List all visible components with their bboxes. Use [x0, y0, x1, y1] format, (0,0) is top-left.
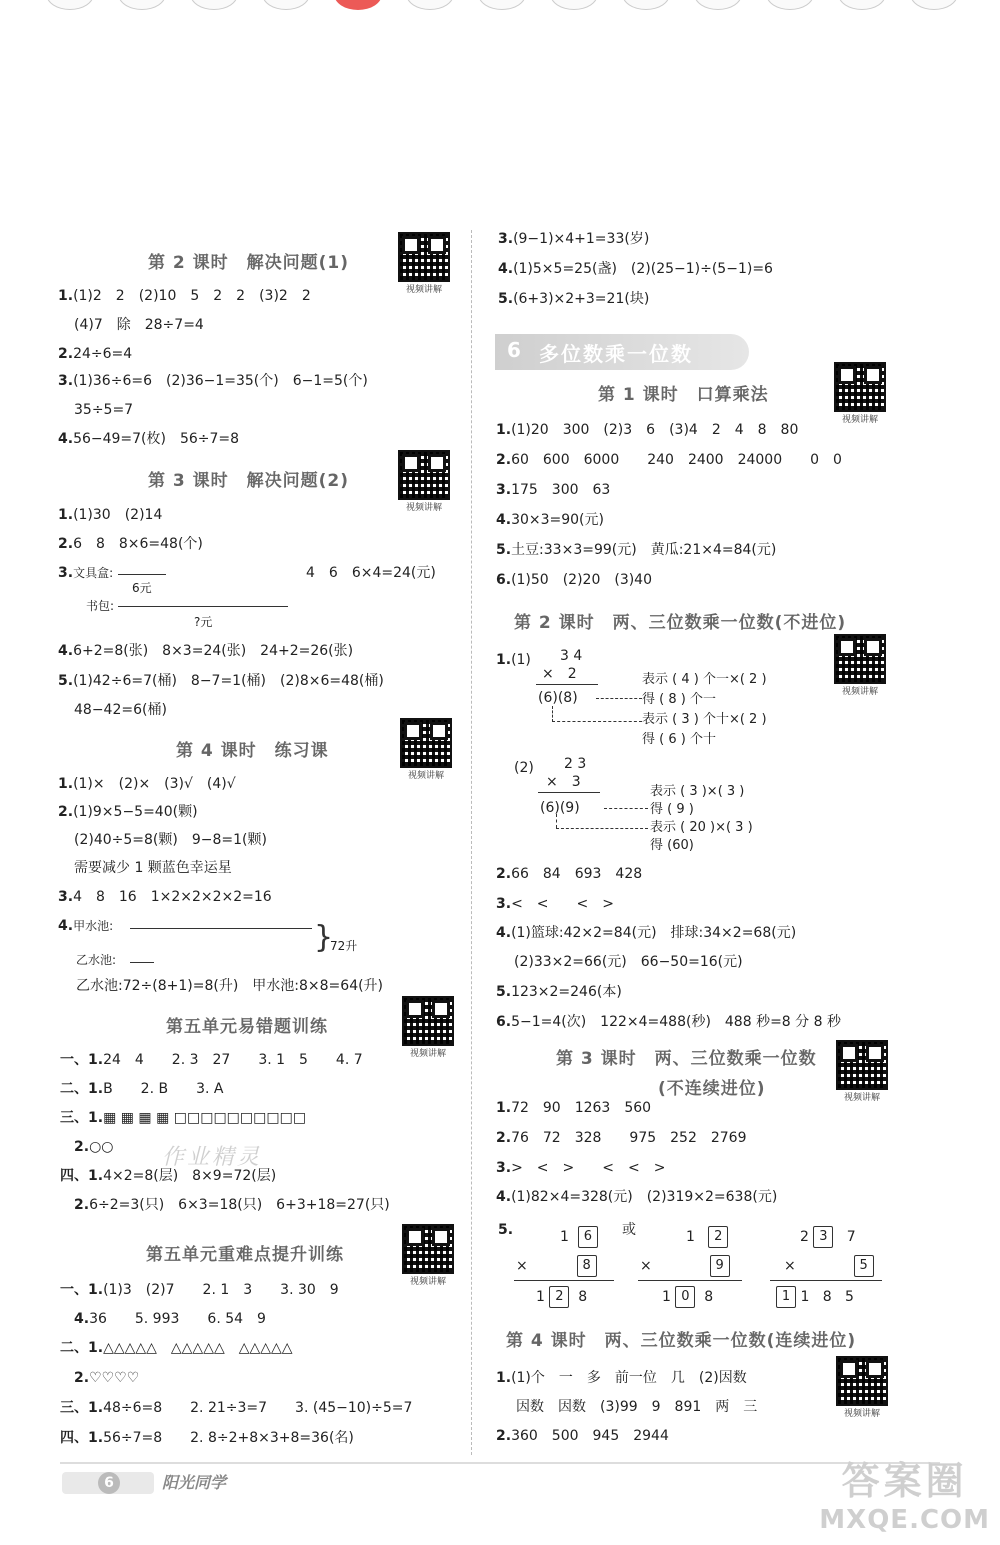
answer-text: ○○ [89, 1139, 114, 1155]
question-number: 2. [496, 452, 512, 468]
answer-line [60, 1195, 390, 1215]
question-number: 3. [58, 373, 74, 389]
section-heading: 第五单元易错题训练 [166, 1017, 328, 1037]
answer-text: 66 84 693 428 [511, 866, 643, 882]
qr-code-icon [402, 1224, 454, 1274]
tab[interactable] [694, 0, 742, 10]
question-number: 4. [496, 925, 512, 941]
answer-line [60, 1108, 306, 1128]
price-pencil-box: 6元 [132, 581, 152, 595]
question-number: 1. [496, 422, 512, 438]
question-number: 2. [496, 866, 512, 882]
question-3-diagram [58, 563, 113, 583]
product: (6)(9) [540, 800, 580, 816]
answer-line [496, 894, 614, 914]
answer-line [58, 429, 239, 449]
question-number: 1. [58, 776, 74, 792]
answer-text: (1)82×4=328(元) (2)319×2=638(元) [511, 1189, 778, 1205]
tab[interactable] [262, 0, 310, 10]
answer-line [74, 400, 133, 420]
qr-code-icon [400, 718, 452, 768]
tab[interactable] [46, 0, 94, 10]
answer-text: (1)× (2)× (3)√ (4)√ [73, 776, 236, 792]
answer-text: 因数 因数 (3)99 9 891 两 三 [516, 1399, 758, 1415]
answer-line [74, 315, 204, 335]
question-number-text: 5. [498, 1222, 514, 1238]
leader-line [552, 706, 553, 722]
question-number: 1. [58, 507, 74, 523]
brace: } [314, 920, 334, 955]
answer-line [60, 1309, 266, 1329]
qr-code-icon [398, 450, 450, 500]
question-number: 4. [496, 1189, 512, 1205]
qr-code[interactable] [836, 1040, 888, 1102]
tab-active[interactable] [334, 0, 382, 10]
answer-text: (1)30 (2)14 [73, 507, 163, 523]
answer-text: (2)33×2=66(元) 66−50=16(元) [514, 954, 743, 970]
question-number: 3. [58, 889, 74, 905]
section-heading: 第 2 课时 解决问题(1) [148, 253, 350, 273]
mult-3-mul: × 5 [784, 1255, 874, 1277]
question-number: 3. [58, 565, 74, 581]
question-number: 2. [58, 804, 74, 820]
brand-logo: 阳光同学 [162, 1473, 227, 1492]
question-number: 5. [496, 542, 512, 558]
answer-text: 6+2=8(张) 8×3=24(张) 24+2=26(张) [73, 643, 354, 659]
tab[interactable] [190, 0, 238, 10]
result-line [538, 792, 600, 793]
question-number: 三、1. [60, 1400, 104, 1416]
question-number: 3. [496, 482, 512, 498]
answer-text: 4 6 6×4=24(元) [306, 565, 436, 581]
result-line [514, 1280, 614, 1281]
leader-line [556, 828, 648, 829]
digit: 8 [822, 1289, 832, 1305]
price-schoolbag: ?元 [194, 615, 213, 629]
digit-box: 8 [577, 1255, 597, 1277]
digit: 1 [662, 1289, 671, 1305]
answer-text: 36 5. 993 6. 54 9 [89, 1311, 266, 1327]
answer-line [58, 887, 272, 907]
answer-line [496, 923, 796, 943]
leader-line [604, 808, 648, 809]
answer-line [496, 864, 642, 884]
answer-line [60, 1050, 363, 1070]
question-number: 2. [60, 1370, 90, 1386]
label-schoolbag: 书包: [86, 599, 115, 613]
answer-line [498, 259, 773, 279]
digit-box: 2 [708, 1226, 728, 1248]
page-number: 6 [98, 1472, 120, 1494]
question-number: 二、1. [60, 1340, 104, 1356]
question-number: 4. [496, 512, 512, 528]
digit: 1 [536, 1289, 545, 1305]
mult-1-top [560, 1226, 598, 1248]
question-number: 一、1. [60, 1052, 104, 1068]
digit-box: 1 [776, 1286, 796, 1308]
qr-code[interactable] [398, 450, 450, 512]
qr-code-icon [836, 1040, 888, 1090]
mult-1-result [536, 1286, 587, 1308]
answer-line [496, 1012, 841, 1032]
sub-question-tag: (1) [511, 652, 531, 668]
qr-caption: 视频讲解 [405, 503, 442, 513]
question-number: 2. [60, 1197, 90, 1213]
question-number: 四、1. [60, 1430, 104, 1446]
tab[interactable] [550, 0, 598, 10]
explanation: 表示 ( 3 ) 个十×( 2 ) [642, 712, 767, 727]
label-pool-a: 甲水池: [73, 919, 114, 933]
question-number: 5. [58, 673, 74, 689]
answer-text: (4)7 除 28÷7=4 [74, 317, 204, 333]
answer-text: 123×2=246(本) [511, 984, 622, 1000]
mult-2-mul: × 9 [640, 1255, 730, 1277]
answer-line [498, 229, 649, 249]
segment-pool-a [130, 928, 312, 929]
answer-line [496, 982, 622, 1002]
mult-2-top [686, 1226, 728, 1248]
result-line [536, 684, 598, 685]
question-number [496, 650, 531, 670]
question-number: 一、1. [60, 1282, 104, 1298]
digit-box: 5 [854, 1255, 874, 1277]
page-number-badge [62, 1472, 154, 1494]
leader-line [552, 721, 642, 722]
answer-text: 24 4 2. 3 27 3. 1 5 4. 7 [103, 1052, 363, 1068]
answer-line [60, 1166, 276, 1186]
question-number: 3. [498, 231, 514, 247]
digit-box: 2 [549, 1286, 569, 1308]
answer-line [496, 540, 776, 560]
answer-text: (1)36÷6=6 (2)36−1=35(个) 6−1=5(个) [73, 373, 368, 389]
question-number: 4. [58, 643, 74, 659]
answer-text: (1)3 (2)7 2. 1 3 3. 30 9 [103, 1282, 339, 1298]
tab[interactable] [118, 0, 166, 10]
question-number: 6. [496, 572, 512, 588]
answer-line [60, 1398, 412, 1418]
question-number: 三、1. [60, 1110, 104, 1126]
qr-code-icon [398, 232, 450, 282]
answer-line [58, 344, 132, 364]
mult-3-result [776, 1286, 854, 1308]
question-number: 5. [496, 984, 512, 1000]
answer-text: > < > < < > [511, 1160, 666, 1176]
answer-line [60, 1338, 293, 1358]
qr-code[interactable] [398, 232, 450, 294]
digit: 7 [846, 1229, 856, 1245]
question-number: 2. [58, 536, 74, 552]
answer-text: (6+3)×2+3=21(块) [513, 291, 650, 307]
question-number: 3. [496, 1160, 512, 1176]
answer-line [58, 774, 236, 794]
qr-code[interactable] [834, 362, 886, 424]
digit-box: 3 [813, 1226, 833, 1248]
answer-line [60, 1079, 223, 1099]
answer-text: 6 8 8×6=48(个) [73, 536, 203, 552]
answer-line [60, 1137, 114, 1157]
answer-text: 乙水池:72÷(8+1)=8(升) 甲水池:8×8=64(升) [76, 978, 384, 994]
answer-text: (1)5×5=25(盏) (2)(25−1)÷(5−1)=6 [513, 261, 773, 277]
unit-number: 6 [507, 338, 523, 362]
digit: 1 [560, 1229, 569, 1245]
answer-line [60, 1280, 339, 1300]
answer-line [496, 510, 604, 530]
question-number: 4. [60, 1311, 90, 1327]
multiplier: × 3 [546, 774, 581, 790]
question-number: 1. [496, 1100, 512, 1116]
question-number: 2. [496, 1130, 512, 1146]
qr-code-icon [402, 996, 454, 1046]
question-number: 2. [60, 1139, 90, 1155]
answer-line [74, 830, 267, 850]
section-heading: 第 3 课时 两、三位数乘一位数 [556, 1049, 817, 1069]
answer-text: 35÷5=7 [74, 402, 134, 418]
answer-text: 72 90 1263 560 [511, 1100, 652, 1116]
multiplicand: 2 3 [564, 756, 587, 772]
explanation: 表示 ( 4 ) 个一×( 2 ) [642, 672, 767, 687]
answer-text: (9−1)×4+1=33(岁) [513, 231, 650, 247]
digit-box: 6 [578, 1226, 598, 1248]
section-heading-continued: (不连续进位) [658, 1079, 766, 1099]
answer-text: (2)40÷5=8(颗) 9−8=1(颗) [74, 832, 267, 848]
explanation: 得 ( 8 ) 个一 [642, 692, 716, 707]
answer-text: 4×2=8(层) 8×9=72(层) [103, 1168, 277, 1184]
answer-line [496, 1158, 665, 1178]
answer-text: △△△△△ △△△△△ △△△△△ [103, 1340, 293, 1356]
unit-banner [495, 334, 749, 370]
browser-tab-strip [0, 0, 1000, 10]
footer-rule [60, 1462, 940, 1464]
answer-text: 56÷7=8 2. 8÷2+8×3+8=36(名) [103, 1430, 354, 1446]
answer-line [496, 1368, 747, 1388]
question-number-text: 1. [496, 652, 512, 668]
answer-text: (1)篮球:42×2=84(元) 排球:34×2=68(元) [511, 925, 797, 941]
site-watermark [819, 1450, 990, 1535]
answer-text: 需要减少 1 颗蓝色幸运星 [74, 860, 232, 876]
digit: 8 [704, 1289, 714, 1305]
watermark-title: 答案圈 [841, 1459, 968, 1503]
digit-box: 0 [675, 1286, 695, 1308]
explanation: 表示 ( 20 )×( 3 ) [650, 820, 753, 835]
answer-text: 土豆:33×3=99(元) 黄瓜:21×4=84(元) [511, 542, 777, 558]
question-number: 6. [496, 1014, 512, 1030]
qr-code-icon [836, 1356, 888, 1406]
question-number: 3. [496, 896, 512, 912]
answer-text: 24÷6=4 [73, 346, 133, 362]
sub-question-tag: (2) [514, 760, 534, 776]
question-number: 2. [58, 346, 74, 362]
answer-text: 48÷6=8 2. 21÷3=7 3. (45−10)÷5=7 [103, 1400, 413, 1416]
label-pool-b: 乙水池: [76, 953, 117, 967]
mult-1-mul: × 8 [516, 1255, 597, 1277]
answer-line [58, 505, 162, 525]
qr-caption: 视频讲解 [843, 1409, 880, 1419]
section-heading: 第 4 课时 两、三位数乘一位数(连续进位) [506, 1331, 857, 1351]
tab[interactable] [478, 0, 526, 10]
qr-code-icon [834, 362, 886, 412]
answer-text: 60 600 6000 240 2400 24000 0 0 [511, 452, 842, 468]
answer-text: ▦ ▦ ▦ ▦ □□□□□□□□□□ [103, 1110, 307, 1126]
answer-line [60, 1368, 139, 1388]
digit: 1 [800, 1289, 810, 1305]
qr-code[interactable] [400, 718, 452, 780]
section-heading: 第 1 课时 口算乘法 [598, 385, 769, 405]
unit-title: 多位数乘一位数 [539, 342, 693, 366]
question-number [498, 1220, 513, 1240]
section-heading: 第 2 课时 两、三位数乘一位数(不进位) [514, 613, 847, 633]
answer-text: 6÷2=3(只) 6×3=18(只) 6+3+18=27(只) [89, 1197, 390, 1213]
column-divider [471, 230, 472, 1455]
total-label: 72升 [330, 939, 358, 953]
answer-line [496, 450, 842, 470]
answer-line [496, 1426, 669, 1446]
question-number: 1. [58, 288, 74, 304]
section-heading: 第 4 课时 练习课 [176, 741, 329, 761]
qr-code[interactable] [402, 996, 454, 1058]
answer-line [58, 371, 368, 391]
answer-line [516, 1397, 757, 1417]
segment-pencil-box [118, 574, 166, 575]
qr-caption: 视频讲解 [841, 687, 878, 697]
question-number: 1. [496, 1370, 512, 1386]
segment-pool-b [130, 962, 154, 963]
question-4-diagram [58, 916, 113, 936]
digit: 1 [686, 1229, 695, 1245]
segment-schoolbag [118, 606, 288, 607]
answer-text: (1)2 2 (2)10 5 2 2 (3)2 2 [73, 288, 311, 304]
answer-text: B 2. B 3. A [103, 1081, 224, 1097]
multiplier: × 2 [542, 666, 577, 682]
label-pencil-box: 文具盒: [73, 566, 114, 580]
answer-text: 76 72 328 975 252 2769 [511, 1130, 747, 1146]
answer-text: 360 500 945 2944 [511, 1428, 669, 1444]
answer-line [496, 420, 798, 440]
answer-line [496, 1187, 777, 1207]
answer-text: ♡♡♡♡ [89, 1370, 140, 1386]
answer-text: (1)个 一 多 前一位 几 (2)因数 [511, 1370, 747, 1386]
explanation: 得 ( 6 ) 个十 [642, 732, 716, 747]
answer-line [58, 534, 203, 554]
mult-3-top [800, 1226, 856, 1248]
explanation: 表示 ( 3 )×( 3 ) [650, 784, 745, 799]
question-number: 4. [58, 431, 74, 447]
answer-line [496, 1128, 747, 1148]
answer-text: 48−42=6(桶) [74, 702, 167, 718]
answer-text: 175 300 63 [511, 482, 611, 498]
section-heading: 第 3 课时 解决问题(2) [148, 471, 350, 491]
tab[interactable] [622, 0, 670, 10]
qr-caption: 视频讲解 [409, 1049, 446, 1059]
answer-text: 56−49=7(枚) 56÷7=8 [73, 431, 240, 447]
qr-code[interactable] [834, 634, 886, 696]
qr-code-icon [834, 634, 886, 684]
answer-line [58, 671, 384, 691]
answer-text: (1)9×5−5=40(颗) [73, 804, 198, 820]
result-line [770, 1280, 882, 1281]
answer-text: < < < > [511, 896, 614, 912]
product: (6)(8) [538, 690, 578, 706]
result-line [638, 1280, 742, 1281]
qr-code[interactable] [402, 1224, 454, 1286]
tab[interactable] [766, 0, 814, 10]
answer-line [60, 1428, 354, 1448]
answer-line [74, 858, 232, 878]
answer-line [58, 286, 311, 306]
answer-line [74, 700, 167, 720]
stamp-watermark: 作业精灵 [162, 1145, 263, 1170]
answer-text: (1)50 (2)20 (3)40 [511, 572, 652, 588]
answer-text: (1)20 300 (2)3 6 (3)4 2 4 8 80 [511, 422, 799, 438]
answer-text: 30×3=90(元) [511, 512, 604, 528]
answer-line [496, 480, 610, 500]
question-number: 四、1. [60, 1168, 104, 1184]
qr-code[interactable] [836, 1356, 888, 1418]
digit: 2 [800, 1229, 809, 1245]
question-number: 4. [498, 261, 514, 277]
digit: 8 [578, 1289, 588, 1305]
question-number: 4. [58, 918, 74, 934]
answer-text: 4 8 16 1×2×2×2×2=16 [73, 889, 272, 905]
answer-text: 5−1=4(次) 122×4=488(秒) 488 秒=8 分 8 秒 [511, 1014, 841, 1030]
answer-line [496, 570, 652, 590]
qr-caption: 视频讲解 [405, 285, 442, 295]
section-heading: 第五单元重难点提升训练 [146, 1245, 344, 1265]
multiplicand: 3 4 [560, 648, 583, 664]
mult-2-result [662, 1286, 713, 1308]
leader-line [596, 698, 642, 699]
tab[interactable] [910, 0, 958, 10]
qr-caption: 视频讲解 [407, 771, 444, 781]
answer-line [496, 1098, 651, 1118]
or-label: 或 [622, 1222, 636, 1238]
explanation: 得 ( 9 ) [650, 802, 694, 817]
tab[interactable] [406, 0, 454, 10]
question-number: 5. [498, 291, 514, 307]
qr-caption: 视频讲解 [409, 1277, 446, 1287]
answer-line [58, 802, 198, 822]
qr-caption: 视频讲解 [841, 415, 878, 425]
answer-text: (1)42÷6=7(桶) 8−7=1(桶) (2)8×6=48(桶) [73, 673, 384, 689]
leader-line [556, 814, 557, 828]
tab[interactable] [838, 0, 886, 10]
answer-line [498, 289, 649, 309]
digit: 5 [845, 1289, 854, 1305]
watermark-url: MXQE.COM [819, 1505, 990, 1535]
qr-caption: 视频讲解 [843, 1093, 880, 1103]
question-number: 2. [496, 1428, 512, 1444]
question-number: 二、1. [60, 1081, 104, 1097]
answer-line [514, 952, 743, 972]
explanation: 得 (60) [650, 838, 694, 853]
answer-line [58, 641, 353, 661]
digit-box: 9 [710, 1255, 730, 1277]
